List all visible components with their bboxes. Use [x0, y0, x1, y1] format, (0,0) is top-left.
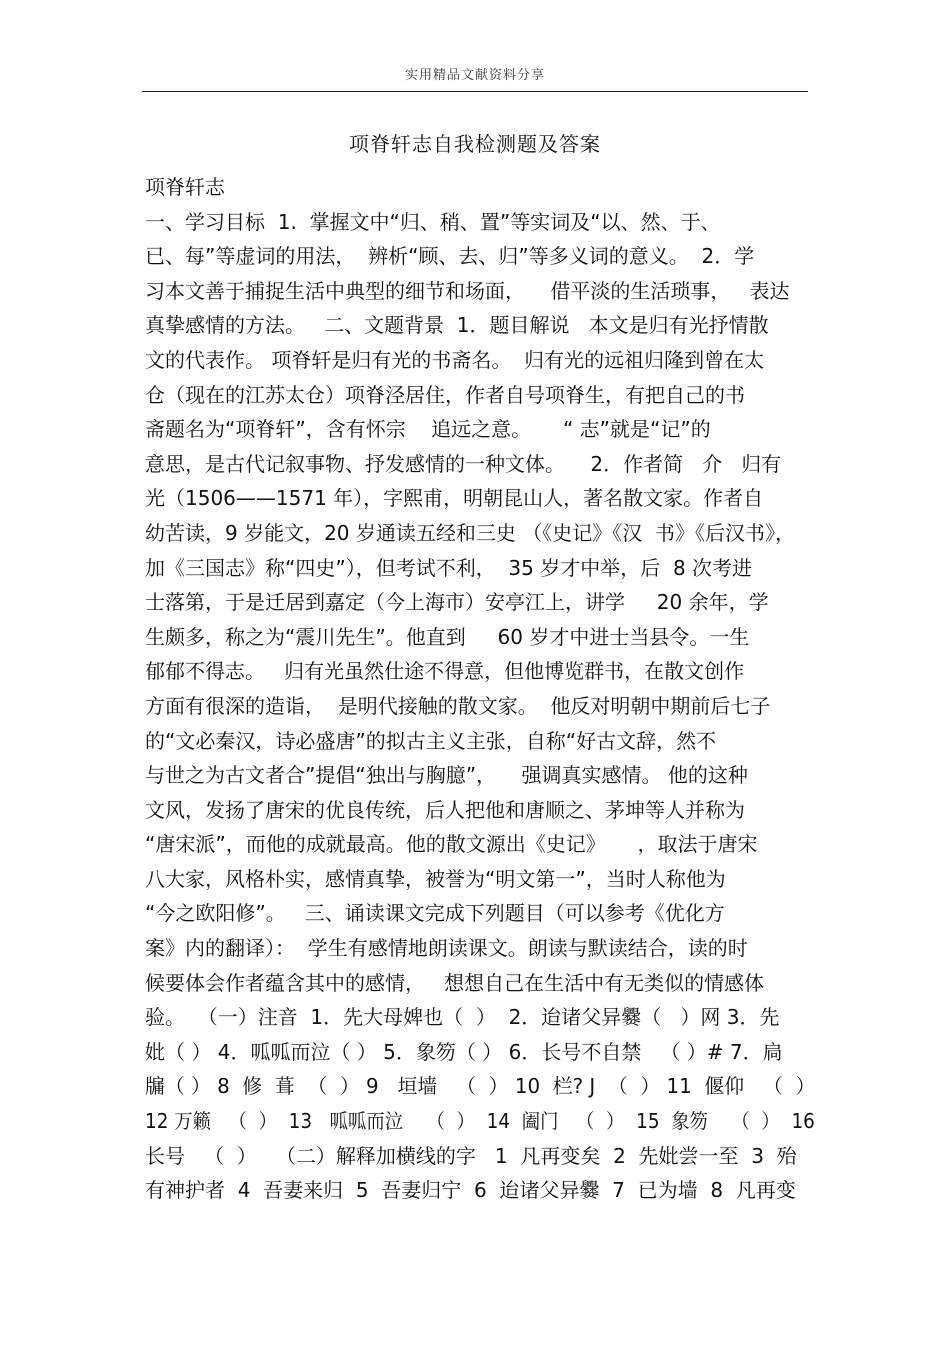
- body-line: 项脊轩志: [145, 175, 225, 199]
- body-line: 光（1506——1571 年），字熙甫，明朝昆山人，著名散文家。作者自: [145, 486, 764, 511]
- body-line: 文的代表作。 项脊轩是归有光的书斋名。 归有光的远祖归隆到曾在太: [145, 347, 765, 372]
- body-line: 验。 （一）注音 1．先大母婢也（ ） 2．迨诸父异爨（ ）网 3．先: [145, 1005, 780, 1030]
- body-line: 长号 （ ） （二）解释加横线的字 1 凡再变矣 2 先妣尝一至 3 殆: [145, 1143, 797, 1168]
- body-line: 文风，发扬了唐宋的优良传统，后人把他和唐顺之、茅坤等人并称为: [145, 797, 745, 822]
- header-divider: [142, 91, 808, 92]
- body-line: 案》内的翻译）： 学生有感情地朗读课文。朗读与默读结合，读的时: [145, 936, 748, 961]
- body-line: 已、每”等虚词的用法， 辨析“顾、去、归”等多义词的意义。 2．学: [145, 244, 755, 269]
- body-line: “唐宋派”，而他的成就最高。他的散文源出《史记》 ，取法于唐宋: [145, 832, 758, 857]
- body-line: 候要体会作者蕴含其中的感情， 想想自己在生活中有无类似的情感体: [145, 970, 765, 995]
- body-line: “今之欧阳修”。 三、诵读课文完成下列题目（可以参考《优化方: [145, 901, 725, 926]
- body-line: 士落第，于是迁居到嘉定（今上海市）安亭江上，讲学 20 余年，学: [145, 590, 769, 615]
- body-line: 加《三国志》称“四史”），但考试不利， 35 岁才中举，后 8 次考进: [145, 555, 753, 580]
- body-line: 生颇多，称之为“震川先生”。他直到 60 岁才中进士当县令。一生: [145, 624, 750, 649]
- body-line: 方面有很深的造诣， 是明代接触的散文家。 他反对明朝中期前后七子: [145, 693, 771, 718]
- body-line: 仓（现在的江苏太仓）项脊泾居住，作者自号项脊生，有把自己的书: [145, 382, 745, 407]
- body-line: 有神护者 4 吾妻来归 5 吾妻归宁 6 迨诸父异爨 7 已为墙 8 凡再变: [145, 1178, 796, 1203]
- body-line: 牖（ ） 8 修 葺 （ ） 9 垣墙 （ ） 10 栏? J （ ） 11 偃仰 （ ）: [145, 1074, 816, 1099]
- body-line: 的“文必秦汉，诗必盛唐”的拟古主义主张，自称“好古文辞，然不: [145, 728, 717, 753]
- page-header: 实用精品文献资料分享: [404, 68, 545, 83]
- body-line: 幼苦读，9 岁能文，20 岁通读五经和三史 （《史记》《汉 书》《后汉书》，: [145, 520, 795, 545]
- body-line: 真挚感情的方法。 二、文题背景 1．题目解说 本文是归有光抒情散: [145, 313, 769, 338]
- body-line: 郁郁不得志。 归有光虽然仕途不得意，但他博览群书，在散文创作: [145, 659, 745, 684]
- body-line: 12 万籁 （ ） 13 呱呱而泣 （ ） 14 阖门 （ ） 15 象笏 （ ） 16: [145, 1109, 815, 1134]
- body-line: 斋题名为“项脊轩”，含有怀宗 追远之意。 “ 志”就是“记”的: [145, 417, 711, 442]
- body-line: 八大家，风格朴实，感情真挚，被誉为“明文第一”，当时人称他为: [145, 866, 726, 891]
- body-line: 习本文善于捕捉生活中典型的细节和场面， 借平淡的生活琐事， 表达: [145, 278, 790, 303]
- document-body: [145, 170, 815, 1208]
- body-line: 意思，是古代记叙事物、抒发感情的一种文体。 2．作者简 介 归有: [145, 451, 782, 476]
- body-line: 与世之为古文者合”提倡“独出与胸臆”， 强调真实感情。 他的这种: [145, 763, 748, 788]
- document-title: 项脊轩志自我检测题及答案: [349, 132, 601, 156]
- body-line: 妣（ ） 4．呱呱而泣（ ） 5．象笏（ ） 6．长号不自禁 （ ）# 7．扃: [145, 1039, 783, 1064]
- body-line: 一、学习目标 1. 掌握文中“归、稍、置”等实词及“以、然、于、: [145, 209, 721, 234]
